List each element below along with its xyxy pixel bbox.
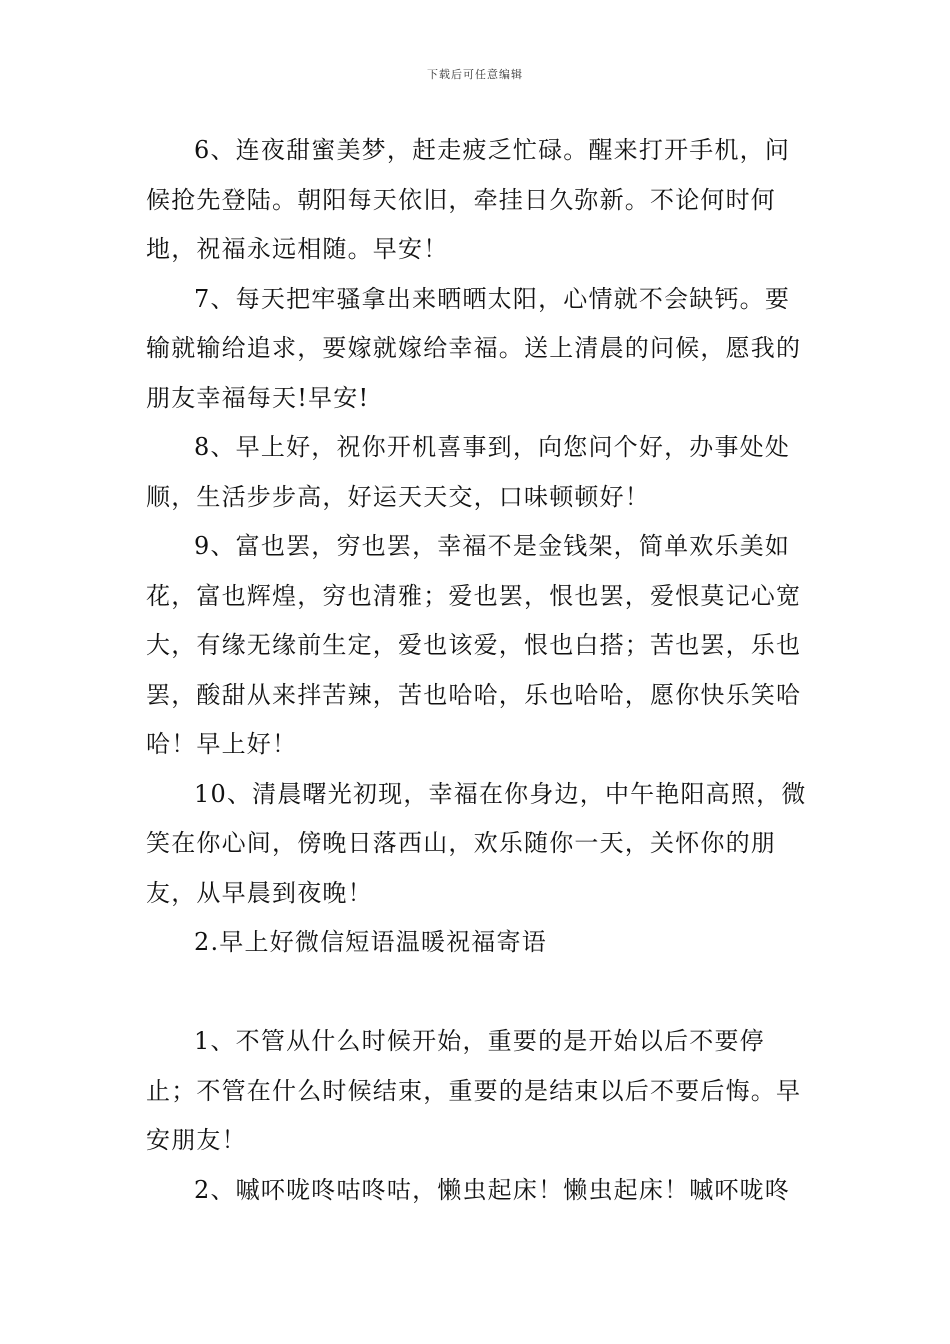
header-note: 下载后可任意编辑	[427, 68, 523, 81]
section2-paragraph-1: 1、不管从什么时候开始，重要的是开始以后不要停止；不管在什么时候结束，重要的是结束以后不要后悔。早安朋友！	[146, 1027, 802, 1154]
section2-paragraph-2: 2、嘁吥咙咚咕咚咕，懒虫起床！懒虫起床！嘁吥咙咚	[194, 1175, 791, 1204]
paragraph-6: 6、连夜甜蜜美梦，赶走疲乏忙碌。醒来打开手机，问候抢先登陆。朝阳每天依旧，牵挂日久弥新。不论何时何地，祝福永远相随。早安！	[146, 136, 791, 263]
paragraph-9: 9、富也罢，穷也罢，幸福不是金钱架，简单欢乐美如花，富也辉煌，穷也清雅；爱也罢，恨也罢，爱恨莫记心宽大，有缘无缘前生定，爱也该爱，恨也白搭；苦也罢，乐也罢，酸甜从来拌苦辣，苦也哈哈，乐也哈哈，愿你快乐笑哈哈！早上好！	[146, 532, 802, 758]
blank-line	[146, 968, 814, 1018]
document-body	[146, 126, 814, 1215]
paragraph-7: 7、每天把牢骚拿出来晒晒太阳，心情就不会缺钙。要输就输给追求，要嫁就嫁给幸福。送上清晨的问候，愿我的朋友幸福每天!早安!	[146, 284, 802, 412]
section-heading: 2.早上好微信短语温暖祝福寄语	[194, 928, 547, 956]
paragraph-8: 8、早上好，祝你开机喜事到，向您问个好，办事处处顺，生活步步高，好运天天交，口味顿顿好！	[146, 433, 791, 511]
paragraph-10: 10、清晨曙光初现，幸福在你身边，中午艳阳高照，微笑在你心间，傍晚日落西山，欢乐随你一天，关怀你的朋友，从早晨到夜晚！	[146, 779, 807, 907]
